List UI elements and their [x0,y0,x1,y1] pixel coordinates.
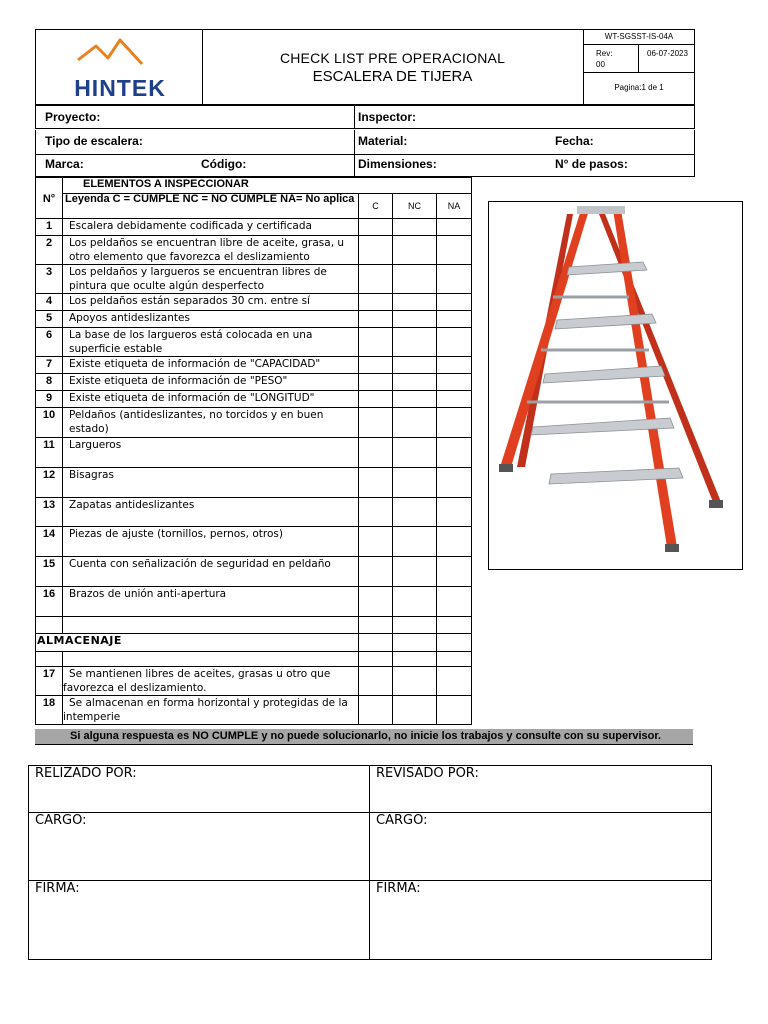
cell-nc[interactable] [393,219,437,236]
cell-c[interactable] [359,357,393,374]
checklist-row [36,328,472,357]
cell-na[interactable] [437,328,472,357]
cell-na[interactable] [437,527,472,557]
ladder-image [489,202,742,569]
item-number: 18 [36,696,63,725]
item-text: La base de los largueros está colocada en una superficie estable [63,328,359,357]
cell-nc[interactable] [393,408,437,438]
cell-c[interactable] [359,328,393,357]
field-marca[interactable]: Marca: [45,157,84,171]
cell-na[interactable] [437,696,472,725]
cell-c[interactable] [359,374,393,391]
cell-nc[interactable] [393,468,437,498]
rev-label: Rev: [596,49,613,58]
cell-na[interactable] [437,265,472,294]
checklist-row [36,527,472,557]
checklist-row [36,696,472,725]
mountain-logo-icon [78,40,142,64]
hintek-logo [36,30,202,104]
cell-nc[interactable] [393,357,437,374]
cell-c[interactable] [359,696,393,725]
checklist-row [36,357,472,374]
row-project [35,105,695,129]
cell-nc[interactable] [393,328,437,357]
field-tipo[interactable]: Tipo de escalera: [45,134,143,148]
cell-c[interactable] [359,438,393,468]
cell-na[interactable] [437,357,472,374]
cell-nc[interactable] [393,311,437,328]
item-text: Existe etiqueta de información de "LONGITUD" [63,391,359,408]
cell-c[interactable] [359,294,393,311]
signoff-table [28,765,712,960]
cell-c[interactable] [359,391,393,408]
warning-banner: Si alguna respuesta es NO CUMPLE y no puede solucionarlo, no inicie los trabajos y consulte con su supervisor. [35,729,693,745]
section-almacenaje: ALMACENAJE [36,634,359,652]
legend: Leyenda C = CUMPLE NC = NO CUMPLE NA= No aplica [63,194,359,219]
logo-text: HINTEK [74,75,166,101]
item-text: Peldaños (antideslizantes, no torcidos y en buen estado) [63,408,359,438]
cell-na[interactable] [437,391,472,408]
cell-nc[interactable] [393,294,437,311]
item-text: Escalera debidamente codificada y certificada [63,219,359,236]
spacer-row [36,617,472,634]
checklist-row [36,236,472,265]
cell-c[interactable] [359,468,393,498]
revision-row [584,45,694,73]
cell-na[interactable] [437,374,472,391]
revisado-label: REVISADO POR: [376,766,479,781]
cell-nc[interactable] [393,696,437,725]
doc-title: CHECK LIST PRE OPERACIONAL [279,50,506,66]
cell-nc[interactable] [393,557,437,587]
cell-nc[interactable] [393,391,437,408]
cargo1-cell[interactable] [29,813,370,881]
cell-nc[interactable] [393,587,437,617]
cargo2-cell[interactable] [370,813,712,881]
revision [584,45,639,72]
field-codigo[interactable]: Código: [201,157,247,171]
field-pasos[interactable]: N° de pasos: [555,157,628,171]
cell-na[interactable] [437,311,472,328]
cell-na[interactable] [437,438,472,468]
checklist-row [36,408,472,438]
cell-na[interactable] [437,587,472,617]
cell-na[interactable] [437,236,472,265]
rev-value: 00 [596,60,605,69]
doc-meta [584,29,695,105]
cell-c[interactable] [359,236,393,265]
cell-c[interactable] [359,557,393,587]
checklist-title: ELEMENTOS A INSPECCIONAR [63,178,472,194]
cell-nc[interactable] [393,498,437,527]
ladder-photo [488,201,743,570]
row-type [35,130,695,155]
logo-cell [35,29,203,105]
item-number: 3 [36,265,63,294]
item-text: Apoyos antideslizantes [63,311,359,328]
cell-c[interactable] [359,265,393,294]
checklist-row [36,468,472,498]
item-text: Zapatas antideslizantes [63,498,359,527]
firma1-cell[interactable] [29,881,370,959]
cell-nc[interactable] [393,667,437,696]
checklist-row [36,311,472,328]
field-material[interactable]: Material: [358,134,408,148]
cargo2-label: CARGO: [376,813,428,828]
cell-nc[interactable] [393,236,437,265]
item-number: 12 [36,468,63,498]
cell-nc[interactable] [393,527,437,557]
item-number: 5 [36,311,63,328]
item-number: 9 [36,391,63,408]
checklist-row [36,438,472,468]
doc-subtitle: ESCALERA DE TIJERA [312,68,473,85]
cell-na[interactable] [437,219,472,236]
field-proyecto[interactable]: Proyecto: [45,110,101,124]
item-number: 1 [36,219,63,236]
item-text: Existe etiqueta de información de "CAPACIDAD" [63,357,359,374]
item-number: 6 [36,328,63,357]
top-cap [577,206,625,214]
item-text: Largueros [63,438,359,468]
checklist-row [36,265,472,294]
cell-na[interactable] [437,498,472,527]
item-text: Existe etiqueta de información de "PESO" [63,374,359,391]
cell-c[interactable] [359,527,393,557]
item-number: 10 [36,408,63,438]
cell-nc[interactable] [393,374,437,391]
item-text: Cuenta con señalización de seguridad en peldaño [63,557,359,587]
field-fecha[interactable]: Fecha: [555,134,594,148]
item-text: Bisagras [63,468,359,498]
cell-c[interactable] [359,311,393,328]
col-c-header: C [359,194,393,219]
item-number: 14 [36,527,63,557]
item-text: Los peldaños y largueros se encuentran libres de pintura que oculte algún desperfecto [63,265,359,294]
checklist-row [36,294,472,311]
item-text: Los peldaños están separados 30 cm. entre sí [63,294,359,311]
checklist-row [36,391,472,408]
revisado-cell[interactable] [370,766,712,813]
cargo1-label: CARGO: [35,813,87,828]
item-number: 15 [36,557,63,587]
page-number: Pagina:1 de 1 [614,83,664,92]
cell-c[interactable] [359,408,393,438]
item-text: Los peldaños se encuentran libre de aceite, grasa, u otro elemento que favorezca el deslizamiento [63,236,359,265]
cell-na[interactable] [437,557,472,587]
item-number: 8 [36,374,63,391]
cell-na[interactable] [437,408,472,438]
date: 06-07-2023 [647,49,688,58]
cell-c[interactable] [359,219,393,236]
checklist-row [36,498,472,527]
checklist-row [36,219,472,236]
cell-nc[interactable] [393,438,437,468]
title-cell [202,29,584,105]
item-number: 17 [36,667,63,696]
checklist-table [35,177,472,725]
realizado-label: RELIZADO POR: [35,766,137,781]
item-number: 4 [36,294,63,311]
item-text: Se almacenan en forma horizontal y protegidas de la intemperie [63,696,359,725]
checklist-row [36,587,472,617]
item-number: 11 [36,438,63,468]
cell-na[interactable] [437,468,472,498]
field-inspector[interactable]: Inspector: [358,110,417,124]
checklist-row [36,557,472,587]
row-brand [35,155,695,177]
firma2-cell[interactable] [370,881,712,959]
item-text: Brazos de unión anti-apertura [63,587,359,617]
firma2-label: FIRMA: [376,881,421,896]
no-header: N° [36,178,63,219]
item-text: Se mantienen libres de aceites, grasas u otro que favorezca el deslizamiento. [63,667,359,696]
section-row [36,634,472,652]
cell-na[interactable] [437,294,472,311]
cell-c[interactable] [359,498,393,527]
col-nc-header: NC [393,194,437,219]
item-number: 13 [36,498,63,527]
checklist-row [36,374,472,391]
doc-code: WT-SGSST-IS-04A [584,30,694,45]
item-number: 16 [36,587,63,617]
checklist-row [36,667,472,696]
item-number: 7 [36,357,63,374]
item-number: 2 [36,236,63,265]
cell-nc[interactable] [393,265,437,294]
field-dimensiones[interactable]: Dimensiones: [358,157,437,171]
realizado-cell[interactable] [29,766,370,813]
cell-c[interactable] [359,587,393,617]
item-text: Piezas de ajuste (tornillos, pernos, otros) [63,527,359,557]
spacer-row [36,652,472,667]
col-na-header: NA [437,194,472,219]
firma1-label: FIRMA: [35,881,80,896]
cell-na[interactable] [437,667,472,696]
cell-c[interactable] [359,667,393,696]
